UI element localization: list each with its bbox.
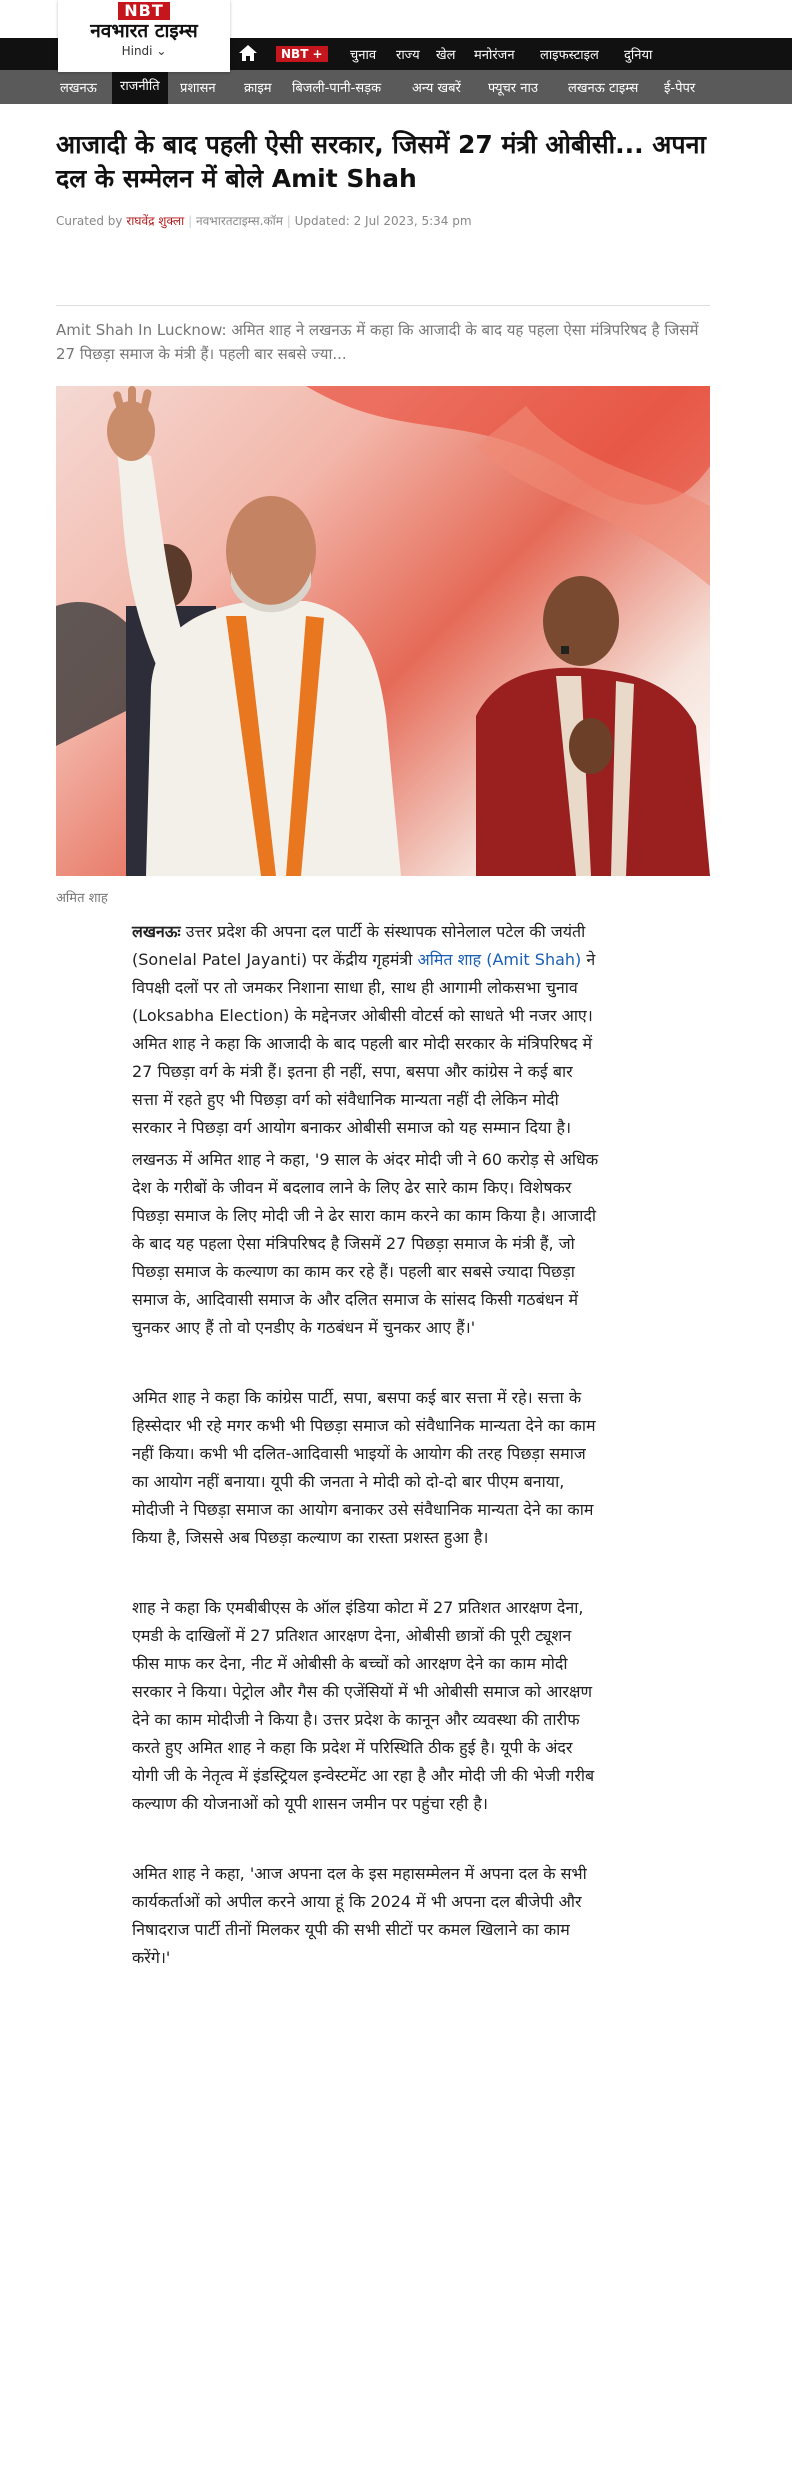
dateline: लखनऊः: [132, 922, 181, 941]
byline: Curated by राघवेंद्र शुक्ला | नवभारतटाइम्स.कॉम | Updated: 2 Jul 2023, 5:34 pm: [56, 214, 472, 228]
source-name: नवभारतटाइम्स.कॉम: [195, 214, 283, 228]
subnav-item-lucknow-times[interactable]: लखनऊ टाइम्स: [568, 81, 639, 96]
sub-nav: [0, 70, 792, 104]
paragraph-2: लखनऊ में अमित शाह ने कहा, '9 साल के अंदर मोदी जी ने 60 करोड़ से अधिक देश के गरीबों के जीवन में बदलाव लाने के लिए ढेर सारे काम किए। विशेषकर पिछड़ा समाज के लिए मोदी जी ने ढेर सारा काम करने का काम किया है। आजादी के बाद यह पहला ऐसा मंत्रिपरिषद है जिसमें 27 पिछड़ा समाज के मंत्री हैं, जो पिछड़ा समाज के कल्याण का काम कर रहे हैं। पहली बार सबसे ज्यादा पिछड़ा समाज के, आदिवासी समाज के और दलित समाज के सांसद किसी गठबंधन में चुनकर आए हैं तो वो एनडीए के गठबंधन में चुनकर आए हैं।': [132, 1150, 599, 1337]
subnav-item-epaper[interactable]: ई-पेपर: [664, 81, 696, 96]
nbt-plus-button[interactable]: NBT +: [276, 46, 328, 62]
home-icon[interactable]: [238, 44, 258, 62]
hero-illustration: [56, 386, 710, 876]
subnav-item-future-now[interactable]: फ्यूचर नाउ: [488, 81, 538, 96]
subnav-item-bijli-pani-sadak[interactable]: बिजली-पानी-सड़क: [292, 81, 382, 96]
nav-item-lifestyle[interactable]: लाइफस्टाइल: [540, 48, 599, 63]
article-title: आजादी के बाद पहली ऐसी सरकार, जिसमें 27 मंत्री ओबीसी... अपना दल के सम्मेलन में बोले Amit Shah: [56, 130, 706, 193]
nav-item-manoranjan[interactable]: मनोरंजन: [474, 48, 515, 63]
article-body: [132, 918, 602, 1976]
paragraph-4: शाह ने कहा कि एमबीबीएस के ऑल इंडिया कोटा में 27 प्रतिशत आरक्षण देना, एमडी के दाखिलों में 27 प्रतिशत आरक्षण देना, ओबीसी छात्रों की पूरी ट्यूशन फीस माफ कर देना, नीट में ओबीसी के बच्चों को आरक्षण देने का काम मोदी सरकार ने किया। पेट्रोल और गैस की एजेंसियों में भी ओबीसी समाज को आरक्षण देने का काम मोदीजी ने किया है। उत्तर प्रदेश के कानून और व्यवस्था की तारीफ करते हुए अमित शाह ने कहा कि प्रदेश में परिस्थिति ठीक हुई है। यूपी के अंदर योगी जी के नेतृत्व में इंडस्ट्रियल इन्वेस्टमेंट आ रहा है और मोदी जी की भेजी गरीब कल्याण की योजनाओं को यूपी शासन जमीन पर पहुंचा रही है।: [132, 1598, 595, 1813]
image-caption: अमित शाह: [56, 891, 108, 906]
nav-item-chunav[interactable]: चुनाव: [350, 48, 377, 63]
paragraph-1-text-a: उत्तर प्रदेश की अपना दल पार्टी के संस्थापक सोनेलाल पटेल की जयंती (Sonelal Patel Jayanti) पर केंद्रीय गृहमंत्री: [132, 922, 586, 969]
subnav-item-rajniti[interactable]: राजनीति: [112, 70, 168, 104]
spacer: [132, 1556, 602, 1594]
curated-label: Curated by: [56, 214, 123, 228]
spacer: [132, 1822, 602, 1860]
updated-time: Updated: 2 Jul 2023, 5:34 pm: [294, 214, 472, 228]
divider: [56, 305, 710, 306]
paragraph-1-text-b: ने विपक्षी दलों पर तो जमकर निशाना साधा ही, साथ ही आगामी लोकसभा चुनाव (Loksabha Election) के मद्देनजर ओबीसी वोटर्स को साधते भी नजर आए। अमित शाह ने कहा कि आजादी के बाद पहली बार मोदी सरकार के मंत्रिपरिषद में 27 पिछड़ा वर्ग के मंत्री हैं। इतना ही नहीं, सपा, बसपा और कांग्रेस ने कई बार सत्ता में रहते हुए भी पिछड़ा वर्ग को संवैधानिक मान्यता नहीं दी लेकिन मोदी सरकार ने पिछड़ा वर्ग आयोग बनाकर ओबीसी समाज को यह सम्मान दिया है।: [132, 950, 596, 1137]
site-header: [0, 0, 792, 72]
nav-item-rajya[interactable]: राज्य: [396, 48, 420, 63]
logo-text: नवभारत टाइम्स: [90, 20, 198, 42]
paragraph-5: अमित शाह ने कहा, 'आज अपना दल के इस महासम्मेलन में अपना दल के सभी कार्यकर्ताओं को अपील करने आया हूं कि 2024 में भी अपना दल बीजेपी और निषादराज पार्टी तीनों मिलकर यूपी की सभी सीटों पर कमल खिलाने का काम करेंगे।': [132, 1864, 587, 1967]
subnav-item-prashasan[interactable]: प्रशासन: [180, 81, 216, 96]
logo-badge: NBT: [118, 2, 170, 20]
subnav-item-anya-khabren[interactable]: अन्य खबरें: [412, 81, 461, 96]
article-hero-image: [56, 386, 710, 876]
article-summary: Amit Shah In Lucknow: अमित शाह ने लखनऊ में कहा कि आजादी के बाद यह पहला ऐसा मंत्रिपरिषद है जिसमें 27 पिछड़ा समाज के मंत्री हैं। पहली बार सबसे ज्या...: [56, 321, 699, 363]
language-selector[interactable]: Hindi ⌄: [121, 44, 167, 58]
author-link[interactable]: राघवेंद्र शुक्ला: [126, 214, 185, 228]
amit-shah-link[interactable]: अमित शाह (Amit Shah): [417, 950, 582, 969]
spacer: [132, 1346, 602, 1384]
site-logo[interactable]: [58, 0, 230, 72]
nav-item-khel[interactable]: खेल: [436, 48, 456, 63]
paragraph-1: [132, 918, 602, 1142]
subnav-item-crime[interactable]: क्राइम: [244, 81, 272, 96]
subnav-item-lucknow[interactable]: लखनऊ: [60, 81, 97, 96]
paragraph-3: अमित शाह ने कहा कि कांग्रेस पार्टी, सपा, बसपा कई बार सत्ता में रहे। सत्ता के हिस्सेदार भी रहे मगर कभी भी पिछड़ा समाज को संवैधानिक मान्यता देने का काम नहीं किया। कभी भी दलित-आदिवासी भाइयों के आयोग की तरह पिछड़ा समाज का आयोग नहीं बनाया। यूपी की जनता ने मोदी को दो-दो बार पीएम बनाया, मोदीजी ने पिछड़ा समाज का आयोग बनाकर उसे संवैधानिक मान्यता देने का काम किया है, जिससे अब पिछड़ा कल्याण का रास्ता प्रशस्त हुआ है।: [132, 1388, 596, 1547]
nav-item-duniya[interactable]: दुनिया: [624, 48, 653, 63]
